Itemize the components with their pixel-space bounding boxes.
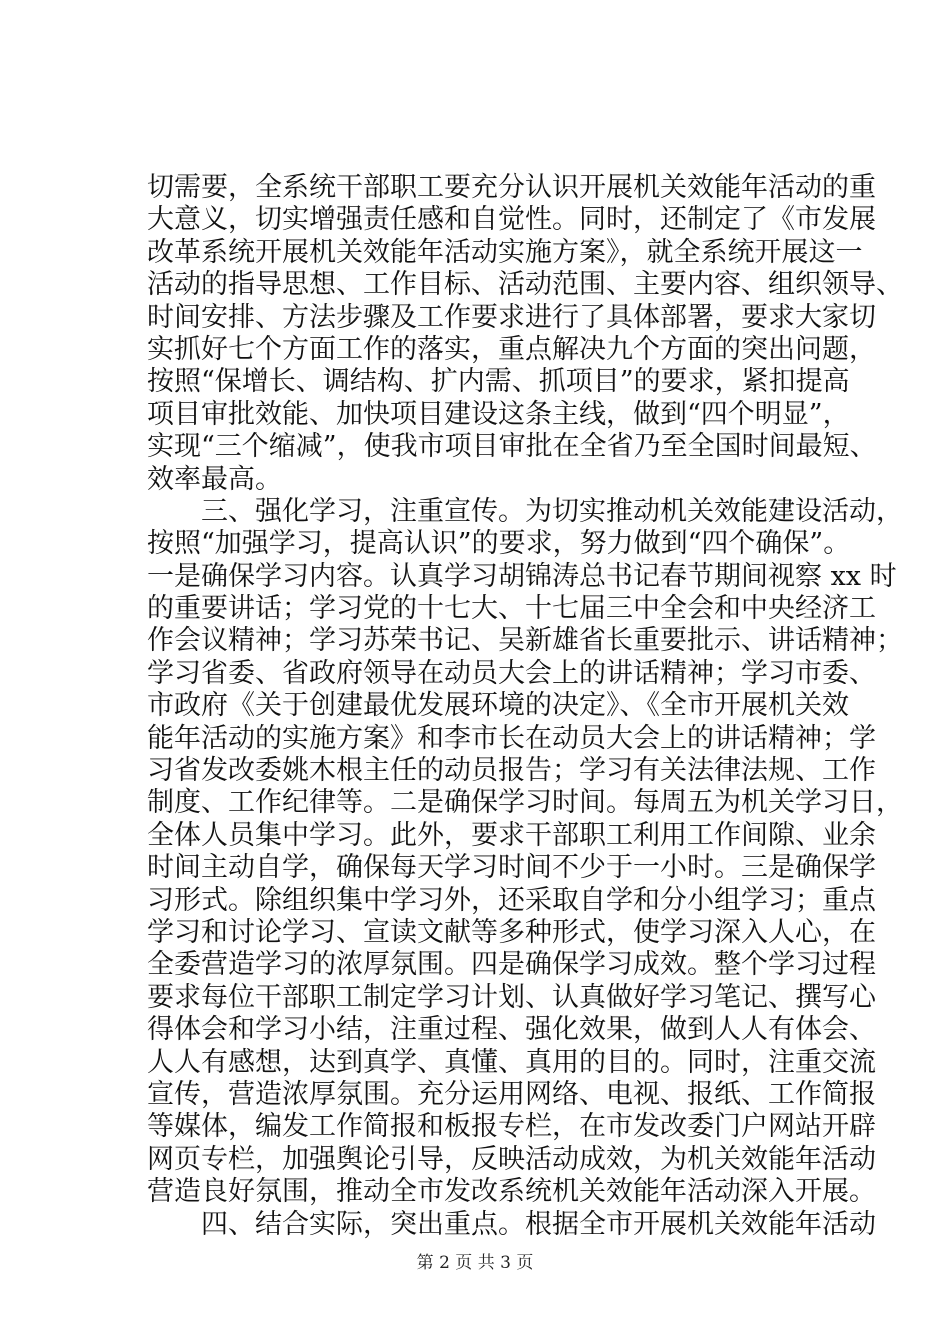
text-line: 时间安排、方法步骤及工作要求进行了具体部署，要求大家切 [147, 301, 876, 333]
text-line: 得体会和学习小结，注重过程、强化效果，做到人人有体会、 [147, 1014, 876, 1046]
text-line: 能年活动的实施方案》和李市长在动员大会上的讲话精神；学 [147, 722, 876, 754]
page-footer: 第 2 页 共 3 页 [416, 1253, 534, 1273]
text-line: 学习省委、省政府领导在动员大会上的讲话精神；学习市委、 [147, 657, 876, 689]
text-line: 习形式。除组织集中学习外，还采取自学和分小组学习；重点 [147, 884, 876, 916]
text-line: 全体人员集中学习。此外，要求干部职工利用工作间隙、业余 [147, 819, 876, 851]
text-line: 制度、工作纪律等。二是确保学习时间。每周五为机关学习日， [147, 787, 903, 819]
paragraph [147, 172, 903, 496]
text-line: 实现“三个缩减”，使我市项目审批在全省乃至全国时间最短、 [147, 431, 877, 463]
text-line: 项目审批效能、加快项目建设这条主线，做到“四个明显”， [147, 398, 850, 430]
text-line: 三、强化学习，注重宣传。为切实推动机关效能建设活动， [201, 495, 903, 527]
text-line: 宣传，营造浓厚氛围。充分运用网络、电视、报纸、工作简报 [147, 1078, 876, 1110]
text-line: 的重要讲话；学习党的十七大、十七届三中全会和中央经济工 [147, 593, 876, 625]
text-line: 按照“加强学习，提高认识”的要求，努力做到“四个确保”。 [147, 528, 851, 560]
text-line: 活动的指导思想、工作目标、活动范围、主要内容、组织领导、 [147, 269, 903, 301]
text-line: 等媒体，编发工作简报和板报专栏，在市发改委门户网站开辟 [147, 1111, 876, 1143]
text-line: 习省发改委姚木根主任的动员报告；学习有关法律法规、工作 [147, 755, 876, 787]
text-line: 大意义，切实增强责任感和自觉性。同时，还制定了《市发展 [147, 204, 876, 236]
text-line: 四、结合实际，突出重点。根据全市开展机关效能年活动 [201, 1208, 876, 1240]
text-line: 人人有感想，达到真学、真懂、真用的目的。同时，注重交流 [147, 1046, 876, 1078]
text-line: 全委营造学习的浓厚氛围。四是确保学习成效。整个学习过程 [147, 949, 876, 981]
text-line: 实抓好七个方面工作的落实，重点解决九个方面的突出问题， [147, 333, 876, 365]
text-line: 时间主动自学，确保每天学习时间不少于一小时。三是确保学 [147, 852, 876, 884]
text-line: 一是确保学习内容。认真学习胡锦涛总书记春节期间视察 xx 时 [147, 560, 897, 592]
text-line: 切需要，全系统干部职工要充分认识开展机关效能年活动的重 [147, 172, 876, 203]
text-line: 网页专栏，加强舆论引导，反映活动成效，为机关效能年活动 [147, 1143, 876, 1175]
text-line: 按照“保增长、调结构、扩内需、抓项目”的要求，紧扣提高 [147, 366, 850, 398]
text-line: 营造良好氛围，推动全市发改系统机关效能年活动深入开展。 [147, 1176, 876, 1208]
paragraph [147, 1208, 876, 1241]
text-line: 市政府《关于创建最优发展环境的决定》、《全市开展机关效 [147, 690, 849, 722]
text-line: 效率最高。 [147, 463, 282, 495]
body-text [147, 172, 903, 1241]
text-line: 要求每位干部职工制定学习计划、认真做好学习笔记、撰写心 [147, 981, 876, 1013]
text-line: 作会议精神；学习苏荣书记、吴新雄省长重要批示、讲话精神； [147, 625, 903, 657]
text-line: 学习和讨论学习、宣读文献等多种形式，使学习深入人心，在 [147, 916, 876, 948]
text-line: 改革系统开展机关效能年活动实施方案》，就全系统开展这一 [147, 236, 863, 268]
paragraph [147, 495, 903, 1209]
